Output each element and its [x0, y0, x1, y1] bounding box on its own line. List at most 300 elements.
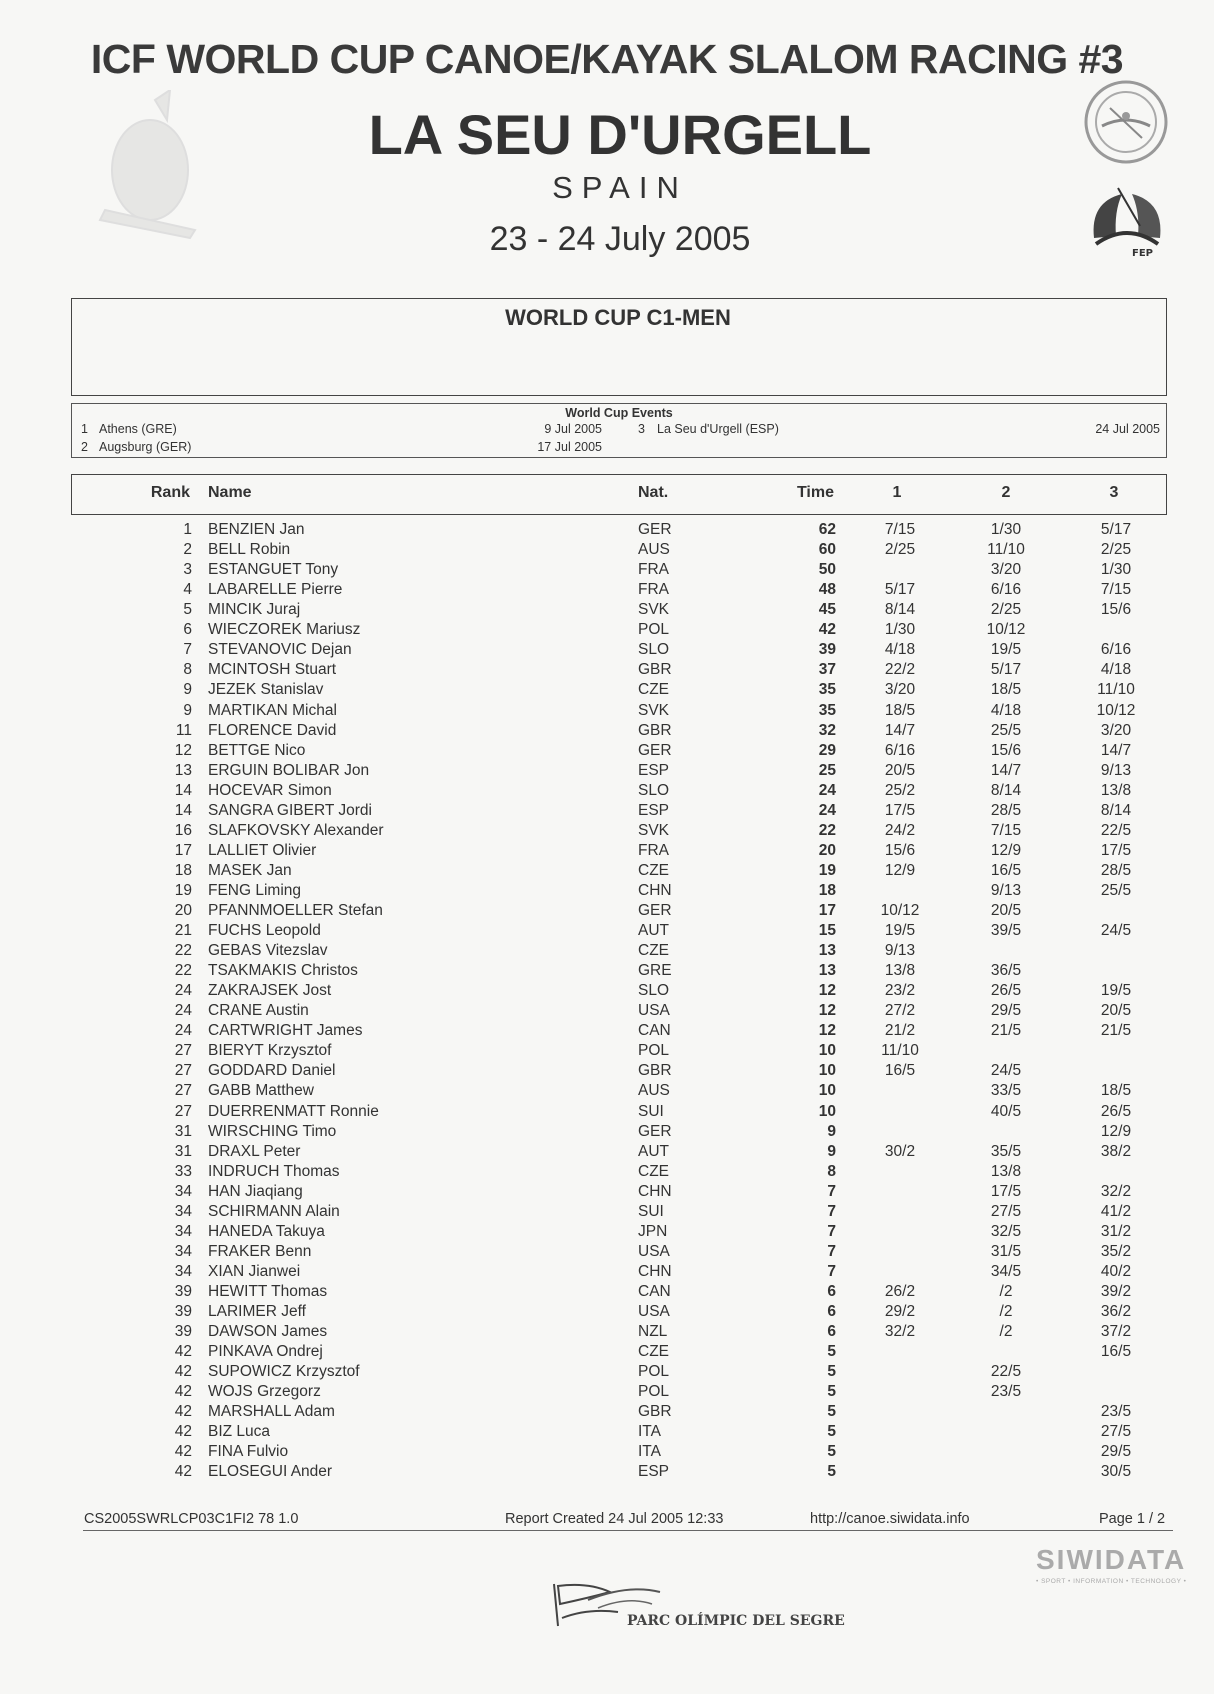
rank-cell: 34: [174, 1182, 192, 1200]
nat-cell: CZE: [638, 942, 669, 959]
nat-cell: GBR: [638, 721, 672, 739]
name-cell: LALLIET Olivier: [208, 841, 317, 859]
race2-cell: 8/14: [990, 781, 1022, 799]
race1-cell: 5/17: [884, 581, 916, 599]
name-cell: BIERYT Krzysztof: [208, 1042, 332, 1060]
nat-cell: NZL: [638, 1323, 668, 1340]
points-cell: 37: [818, 661, 836, 679]
table-row: [0, 802, 1214, 822]
race1-cell: 14/7: [884, 721, 916, 739]
table-row: [0, 1002, 1214, 1022]
race3-cell: 10/12: [1096, 701, 1136, 719]
points-cell: 60: [818, 541, 836, 558]
nat-cell: GER: [638, 902, 672, 919]
nat-cell: FRA: [638, 581, 669, 599]
race2-cell: 15/6: [990, 741, 1022, 759]
event-3-name: La Seu d'Urgell (ESP): [657, 422, 779, 436]
race3-cell: 1/30: [1100, 561, 1132, 579]
table-row: [0, 902, 1214, 922]
points-cell: 22: [818, 821, 836, 839]
nat-cell: ESP: [638, 801, 670, 819]
nat-cell: GBR: [638, 1062, 672, 1080]
table-row: [0, 1223, 1214, 1243]
rank-cell: 39: [174, 1303, 192, 1320]
table-row: [0, 621, 1214, 641]
race3-cell: 8/14: [1100, 801, 1132, 819]
rank-cell: 31: [174, 1142, 192, 1160]
points-cell: 50: [818, 561, 836, 579]
race2-cell: 6/16: [990, 581, 1022, 599]
rank-cell: 22: [174, 962, 192, 980]
name-cell: LARIMER Jeff: [208, 1303, 306, 1320]
table-row: [0, 1103, 1214, 1123]
col-time-header: Time: [796, 484, 834, 501]
points-cell: 24: [818, 801, 836, 819]
name-cell: SLAFKOVSKY Alexander: [208, 821, 384, 839]
rank-cell: 34: [174, 1222, 192, 1240]
nat-cell: SVK: [638, 701, 670, 719]
race2-cell: 19/5: [990, 641, 1022, 659]
rank-cell: 17: [174, 841, 192, 859]
points-cell: 5: [827, 1363, 836, 1381]
race2-cell: 28/5: [990, 801, 1022, 819]
name-cell: GEBAS Vitezslav: [208, 942, 328, 959]
nat-cell: SLO: [638, 982, 670, 1000]
nat-cell: ESP: [638, 1463, 670, 1481]
name-cell: TSAKMAKIS Christos: [208, 962, 358, 980]
footer-report-created: Report Created 24 Jul 2005 12:33: [505, 1511, 724, 1527]
race1-cell: 18/5: [884, 701, 916, 719]
table-row: [0, 942, 1214, 962]
rank-cell: 42: [174, 1443, 192, 1461]
race3-cell: 18/5: [1100, 1082, 1132, 1100]
nat-cell: POL: [638, 1363, 670, 1381]
footer-url: http://canoe.siwidata.info: [810, 1511, 970, 1527]
nat-cell: GBR: [638, 1403, 672, 1421]
siwidata-logo: SIWIDATA: [1036, 1544, 1187, 1575]
parc-olimpic-text: PARC OLÍMPIC DEL SEGRE: [627, 1613, 845, 1629]
race2-cell: 17/5: [990, 1182, 1022, 1200]
name-cell: BELL Robin: [208, 541, 291, 558]
race3-cell: 32/2: [1100, 1182, 1132, 1200]
race2-cell: 2/25: [990, 601, 1022, 619]
rank-cell: 42: [174, 1403, 192, 1421]
race1-cell: 21/2: [884, 1022, 916, 1040]
rank-cell: 42: [174, 1463, 192, 1481]
points-cell: 12: [818, 1022, 836, 1040]
rank-cell: 19: [174, 881, 192, 899]
competition-title: ICF WORLD CUP CANOE/KAYAK SLALOM RACING #3: [90, 36, 1124, 82]
points-cell: 32: [818, 721, 836, 739]
rank-cell: 42: [174, 1423, 192, 1441]
points-cell: 7: [827, 1182, 836, 1200]
table-row: [0, 1082, 1214, 1102]
country-title: SPAIN: [552, 170, 688, 205]
points-cell: 62: [818, 521, 836, 538]
table-row: [0, 962, 1214, 982]
race1-cell: 2/25: [884, 541, 916, 558]
race2-cell: 32/5: [990, 1222, 1022, 1240]
rank-cell: 42: [174, 1363, 192, 1381]
race1-cell: 4/18: [884, 641, 916, 659]
rank-cell: 27: [174, 1082, 192, 1100]
rank-cell: 6: [183, 621, 192, 639]
table-row: [0, 1263, 1214, 1283]
table-row: [0, 581, 1214, 601]
race1-cell: 20/5: [884, 761, 916, 779]
race1-cell: 1/30: [884, 621, 916, 639]
nat-cell: CZE: [638, 1162, 669, 1180]
name-cell: LABARELLE Pierre: [208, 581, 343, 599]
rank-cell: 24: [174, 1022, 192, 1040]
points-cell: 5: [827, 1463, 836, 1481]
table-row: [0, 601, 1214, 621]
table-row: [0, 1323, 1214, 1343]
name-cell: DAWSON James: [208, 1323, 328, 1340]
rank-cell: 31: [174, 1122, 192, 1140]
name-cell: MINCIK Juraj: [208, 601, 301, 619]
race2-cell: 25/5: [990, 721, 1022, 739]
table-row: [0, 1383, 1214, 1403]
race3-cell: 27/5: [1100, 1423, 1132, 1441]
race2-cell: 31/5: [990, 1242, 1022, 1260]
col-name-header: Name: [208, 484, 252, 501]
table-row: [0, 1163, 1214, 1183]
nat-cell: GER: [638, 521, 672, 538]
table-row: [0, 1042, 1214, 1062]
table-row: [0, 882, 1214, 902]
name-cell: FINA Fulvio: [208, 1443, 289, 1461]
race2-cell: 9/13: [990, 881, 1022, 899]
race3-cell: 5/17: [1100, 521, 1132, 538]
race2-cell: 26/5: [990, 982, 1022, 1000]
race2-cell: 5/17: [990, 661, 1022, 679]
race3-cell: 12/9: [1100, 1122, 1132, 1140]
points-cell: 35: [818, 681, 836, 699]
rank-cell: 34: [174, 1242, 192, 1260]
rank-cell: 3: [183, 561, 192, 579]
points-cell: 42: [818, 621, 836, 639]
points-cell: 7: [827, 1202, 836, 1220]
race2-cell: 35/5: [990, 1142, 1022, 1160]
race3-cell: 35/2: [1100, 1242, 1132, 1260]
points-cell: 6: [827, 1323, 836, 1340]
date-title: 23 - 24 July 2005: [489, 220, 751, 258]
name-cell: FENG Liming: [208, 881, 302, 899]
race2-cell: 40/5: [990, 1102, 1022, 1120]
nat-cell: AUT: [638, 1142, 669, 1160]
race3-cell: 7/15: [1100, 581, 1132, 599]
event-1-date: 9 Jul 2005: [544, 422, 602, 436]
race1-cell: 11/10: [881, 1042, 919, 1060]
rank-cell: 24: [174, 982, 192, 1000]
nat-cell: CHN: [638, 1182, 672, 1200]
race2-cell: 34/5: [990, 1262, 1022, 1280]
nat-cell: CHN: [638, 881, 672, 899]
name-cell: ELOSEGUI Ander: [208, 1463, 333, 1481]
race2-cell: 27/5: [990, 1202, 1022, 1220]
nat-cell: GRE: [638, 962, 672, 980]
race2-cell: 36/5: [990, 962, 1022, 980]
rank-cell: 9: [183, 701, 192, 719]
points-cell: 5: [827, 1343, 836, 1361]
rank-cell: 39: [174, 1323, 192, 1340]
table-row: [0, 681, 1214, 701]
nat-cell: POL: [638, 1042, 670, 1060]
race1-cell: 22/2: [884, 661, 916, 679]
race3-cell: 26/5: [1100, 1102, 1132, 1120]
race3-cell: 28/5: [1100, 861, 1132, 879]
points-cell: 48: [818, 581, 836, 599]
race3-cell: 22/5: [1100, 821, 1132, 839]
race2-cell: 24/5: [990, 1062, 1022, 1080]
race3-cell: 41/2: [1100, 1202, 1132, 1220]
nat-cell: SLO: [638, 781, 670, 799]
world-cup-events-heading: World Cup Events: [565, 406, 673, 420]
points-cell: 5: [827, 1403, 836, 1421]
nat-cell: USA: [638, 1002, 670, 1020]
table-row: [0, 1123, 1214, 1143]
rank-cell: 21: [174, 922, 192, 939]
race2-cell: 12/9: [990, 841, 1022, 859]
race1-cell: 32/2: [884, 1323, 916, 1340]
race1-cell: 3/20: [884, 681, 916, 699]
name-cell: FLORENCE David: [208, 721, 337, 739]
nat-cell: SVK: [638, 601, 670, 619]
col-race3-header: 3: [1109, 484, 1119, 501]
nat-cell: GBR: [638, 661, 672, 679]
race1-cell: 19/5: [884, 922, 916, 939]
race2-cell: 3/20: [990, 561, 1022, 579]
race1-cell: 29/2: [884, 1303, 916, 1320]
col-nat-header: Nat.: [638, 484, 669, 501]
parc-olimpic-logo: [548, 1578, 668, 1638]
rank-cell: 27: [174, 1102, 192, 1120]
race3-cell: 6/16: [1100, 641, 1132, 659]
points-cell: 7: [827, 1262, 836, 1280]
name-cell: CRANE Austin: [208, 1002, 309, 1020]
race3-cell: 2/25: [1100, 541, 1132, 558]
rank-cell: 34: [174, 1262, 192, 1280]
points-cell: 6: [827, 1303, 836, 1320]
nat-cell: FRA: [638, 841, 669, 859]
race3-cell: 21/5: [1100, 1022, 1132, 1040]
table-row: [0, 842, 1214, 862]
table-row: [0, 1423, 1214, 1443]
world-cup-events-box: [71, 403, 1167, 458]
race3-cell: 13/8: [1100, 781, 1132, 799]
table-row: [0, 561, 1214, 581]
name-cell: HEWITT Thomas: [208, 1282, 328, 1300]
points-cell: 7: [827, 1222, 836, 1240]
points-cell: 12: [818, 1002, 836, 1020]
points-cell: 5: [827, 1383, 836, 1401]
event-3-date: 24 Jul 2005: [1095, 422, 1160, 436]
col-race1-header: 1: [892, 484, 902, 501]
race2-cell: 16/5: [990, 861, 1022, 879]
table-row: [0, 982, 1214, 1002]
rank-cell: 34: [174, 1202, 192, 1220]
event-1-num: 1: [81, 422, 88, 436]
table-row: [0, 702, 1214, 722]
points-cell: 10: [818, 1062, 836, 1080]
nat-cell: ITA: [638, 1443, 661, 1461]
rank-cell: 22: [174, 942, 192, 959]
points-cell: 9: [827, 1142, 836, 1160]
table-row: [0, 1183, 1214, 1203]
rank-cell: 1: [183, 521, 192, 538]
race2-cell: 21/5: [990, 1022, 1022, 1040]
race1-cell: 30/2: [884, 1142, 916, 1160]
points-cell: 5: [827, 1423, 836, 1441]
race2-cell: 22/5: [990, 1363, 1022, 1381]
points-cell: 8: [827, 1162, 836, 1180]
race2-cell: 13/8: [990, 1162, 1022, 1180]
name-cell: FRAKER Benn: [208, 1242, 312, 1260]
race1-cell: 17/5: [884, 801, 916, 819]
name-cell: MARSHALL Adam: [208, 1403, 335, 1421]
points-cell: 45: [818, 601, 836, 619]
nat-cell: CZE: [638, 681, 669, 699]
race3-cell: 24/5: [1100, 922, 1132, 939]
points-cell: 24: [818, 781, 836, 799]
name-cell: WOJS Grzegorz: [208, 1383, 321, 1401]
rank-cell: 16: [174, 821, 192, 839]
points-cell: 15: [818, 922, 836, 939]
table-row: [0, 541, 1214, 561]
race3-cell: 37/2: [1100, 1323, 1132, 1340]
table-row: [0, 722, 1214, 742]
race3-cell: 25/5: [1100, 881, 1132, 899]
event-2-name: Augsburg (GER): [99, 440, 192, 454]
name-cell: ESTANGUET Tony: [208, 561, 339, 579]
footer-divider: [83, 1530, 1173, 1531]
name-cell: WIRSCHING Timo: [208, 1122, 337, 1140]
race1-cell: 10/12: [880, 902, 920, 919]
table-row: [0, 1243, 1214, 1263]
nat-cell: AUS: [638, 541, 670, 558]
name-cell: BETTGE Nico: [208, 741, 306, 759]
points-cell: 39: [818, 641, 836, 659]
rank-cell: 33: [174, 1162, 192, 1180]
table-row: [0, 1443, 1214, 1463]
table-row: [0, 661, 1214, 681]
rank-cell: 42: [174, 1383, 192, 1401]
nat-cell: SVK: [638, 821, 670, 839]
race2-cell: /2: [999, 1303, 1013, 1320]
name-cell: BIZ Luca: [208, 1423, 271, 1441]
name-cell: INDRUCH Thomas: [208, 1162, 340, 1180]
name-cell: GODDARD Daniel: [208, 1062, 336, 1080]
race1-cell: 12/9: [884, 861, 916, 879]
race3-cell: 30/5: [1100, 1463, 1132, 1481]
nat-cell: AUS: [638, 1082, 670, 1100]
table-row: [0, 922, 1214, 942]
rank-cell: 14: [174, 801, 192, 819]
points-cell: 5: [827, 1443, 836, 1461]
name-cell: STEVANOVIC Dejan: [208, 641, 352, 659]
points-cell: 10: [818, 1102, 836, 1120]
race1-cell: 6/16: [884, 741, 916, 759]
table-row: [0, 762, 1214, 782]
name-cell: HANEDA Takuya: [208, 1222, 325, 1240]
siwidata-tagline: • SPORT • INFORMATION • TECHNOLOGY •: [1036, 1578, 1187, 1585]
name-cell: WIECZOREK Mariusz: [208, 621, 361, 639]
svg-text:FEP: FEP: [1132, 248, 1153, 259]
rank-cell: 20: [174, 902, 192, 919]
points-cell: 13: [818, 962, 836, 980]
race3-cell: 23/5: [1100, 1403, 1132, 1421]
race2-cell: /2: [999, 1282, 1013, 1300]
table-row: [0, 1203, 1214, 1223]
race1-cell: 7/15: [884, 521, 916, 538]
race3-cell: 29/5: [1100, 1443, 1132, 1461]
race1-cell: 13/8: [884, 962, 916, 980]
table-row: [0, 862, 1214, 882]
name-cell: DRAXL Peter: [208, 1142, 301, 1160]
table-row: [0, 742, 1214, 762]
points-cell: 20: [818, 841, 836, 859]
table-row: [0, 1062, 1214, 1082]
points-cell: 7: [827, 1242, 836, 1260]
name-cell: ZAKRAJSEK Jost: [208, 982, 332, 1000]
race1-cell: 26/2: [884, 1282, 916, 1300]
race2-cell: 23/5: [990, 1383, 1022, 1401]
footer-code: CS2005SWRLCP03C1FI2 78 1.0: [84, 1511, 299, 1527]
race3-cell: 4/18: [1100, 661, 1132, 679]
table-row: [0, 782, 1214, 802]
nat-cell: SUI: [638, 1102, 664, 1120]
nat-cell: AUT: [638, 922, 669, 939]
points-cell: 35: [818, 701, 836, 719]
name-cell: BENZIEN Jan: [208, 521, 305, 538]
nat-cell: ESP: [638, 761, 670, 779]
name-cell: HOCEVAR Simon: [208, 781, 332, 799]
name-cell: SUPOWICZ Krzysztof: [208, 1363, 360, 1381]
race2-cell: 39/5: [990, 922, 1022, 939]
points-cell: 13: [818, 942, 836, 959]
points-cell: 29: [818, 741, 836, 759]
nat-cell: GER: [638, 1122, 672, 1140]
table-row: [0, 1283, 1214, 1303]
col-race2-header: 2: [1001, 484, 1011, 501]
nat-cell: CAN: [638, 1282, 671, 1300]
name-cell: MCINTOSH Stuart: [208, 661, 337, 679]
name-cell: GABB Matthew: [208, 1082, 314, 1100]
rank-cell: 2: [183, 541, 192, 558]
race2-cell: 18/5: [990, 681, 1022, 699]
points-cell: 25: [818, 761, 836, 779]
race3-cell: 39/2: [1100, 1282, 1132, 1300]
points-cell: 19: [818, 861, 836, 879]
table-row: [0, 1022, 1214, 1042]
race2-cell: 7/15: [990, 821, 1022, 839]
race3-cell: 15/6: [1100, 601, 1132, 619]
race3-cell: 36/2: [1100, 1303, 1132, 1320]
venue-title: LA SEU D'URGELL: [368, 103, 872, 166]
rank-cell: 13: [174, 761, 192, 779]
name-cell: MARTIKAN Michal: [208, 701, 337, 719]
race2-cell: 4/18: [990, 701, 1022, 719]
name-cell: PINKAVA Ondrej: [208, 1343, 323, 1361]
table-row: [0, 1303, 1214, 1323]
table-row: [0, 1143, 1214, 1163]
nat-cell: USA: [638, 1303, 670, 1320]
name-cell: ERGUIN BOLIBAR Jon: [208, 761, 370, 779]
rank-cell: 4: [183, 581, 192, 599]
name-cell: HAN Jiaqiang: [208, 1182, 303, 1200]
nat-cell: SUI: [638, 1202, 664, 1220]
